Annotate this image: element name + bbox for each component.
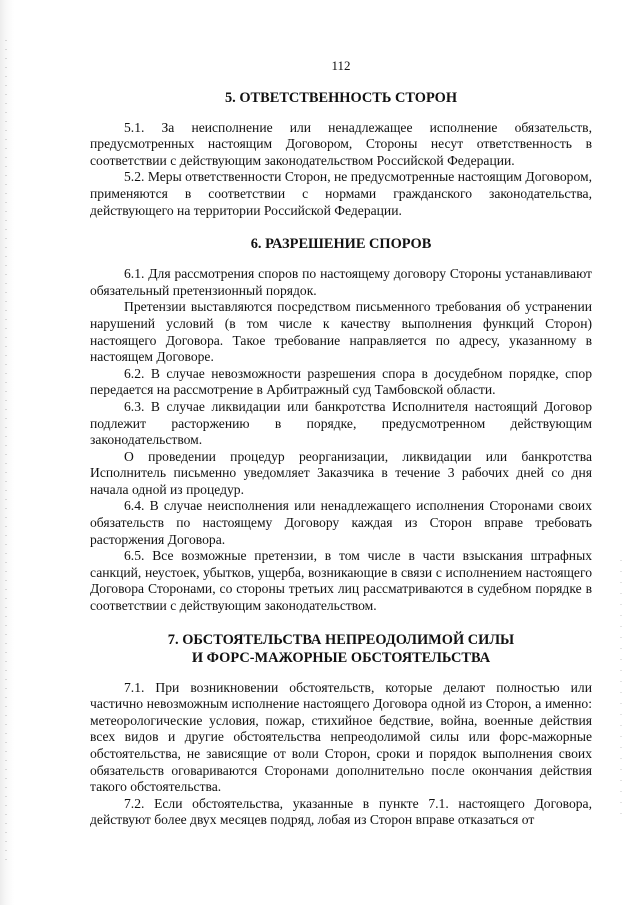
paragraph: 6.2. В случае невозможности разрешения спора в досудебном порядке, спор передается на рассмотрение в Арбитражный суд Тамбовской области. — [90, 365, 592, 398]
paragraph: 5.1. За неисполнение или ненадлежащее исполнение обязательств, предусмотренных настоящим Договором, Стороны несут ответственность в соответствии с действующим законодательством Российской Федерации. — [90, 119, 592, 168]
paragraph: 7.1. При возникновении обстоятельств, которые делают полностью или частично невозможным исполнение настоящего Договора одной из Сторон, а именно: метеорологические условия, пожар, стихийное бедствие, война, военные действия всех видов и другие обстоятельства непреодолимой силы или форс-мажорные обстоятельства, не зависящие от воли Сторон, сроки и порядок выполнения своих обязательств оговариваются Сторонами дополнительно после окончания действия такого обстоятельства. — [90, 679, 592, 795]
paragraph: О проведении процедур реорганизации, ликвидации или банкротства Исполнитель письменно уведомляет Заказчика в течение 3 рабочих дней со дня начала одной из процедур. — [90, 448, 592, 497]
section-title: 7. ОБСТОЯТЕЛЬСТВА НЕПРЕОДОЛИМОЙ СИЛЫ — [167, 631, 515, 648]
section-5 — [90, 89, 592, 220]
scan-left-edge — [0, 0, 14, 905]
paragraph: 5.2. Меры ответственности Сторон, не предусмотренные настоящим Договором, применяются в соответствии с нормами гражданского законодательства, действующего на территории Российской Федерации. — [90, 169, 592, 218]
paragraph: 6.5. Все возможные претензии, в том числе в части взыскания штрафных санкций, неустоек, убытков, ущерба, возникающие в связи с исполнением настоящего Договора Сторонами, со стороны третьих лиц рассматриваются в судебном порядке в соответствии с действующим законодательством. — [90, 548, 592, 614]
document-page — [90, 58, 592, 829]
section-6 — [90, 235, 592, 614]
paragraph: 6.3. В случае ликвидации или банкротства Исполнителя настоящий Договор подлежит расторжению в порядке, предусмотренном действующим законодательством. — [90, 398, 592, 448]
paragraph: 6.4. В случае неисполнения или ненадлежащего исполнения Сторонами своих обязательств по настоящему Договору каждая из Сторон вправе требовать расторжения Договора. — [90, 498, 592, 547]
section-title: 6. РАЗРЕШЕНИЕ СПОРОВ — [250, 236, 432, 253]
paragraph: Претензии выставляются посредством письменного требования об устранении нарушений условий (в том числе к качеству выполнения функций Сторон) настоящего Договора. Такое требование направляется по адресу, указанному в настоящем Договоре. — [90, 299, 592, 365]
section-7 — [90, 631, 592, 829]
page-number: 112 — [331, 58, 351, 73]
scan-noise-right — [620, 560, 622, 820]
paragraph: 7.2. Если обстоятельства, указанные в пункте 7.1. настоящего Договора, действуют более двух месяцев подряд, лобая из Сторон вправе отказаться от — [90, 795, 592, 828]
scan-noise-left — [5, 40, 7, 860]
section-subtitle: И ФОРС-МАЖОРНЫЕ ОБСТОЯТЕЛЬСТВА — [191, 649, 491, 666]
paragraph: 6.1. Для рассмотрения споров по настоящему договору Стороны устанавливают обязательный претензионный порядок. — [90, 266, 592, 298]
section-title: 5. ОТВЕТСТВЕННОСТЬ СТОРОН — [224, 89, 458, 106]
